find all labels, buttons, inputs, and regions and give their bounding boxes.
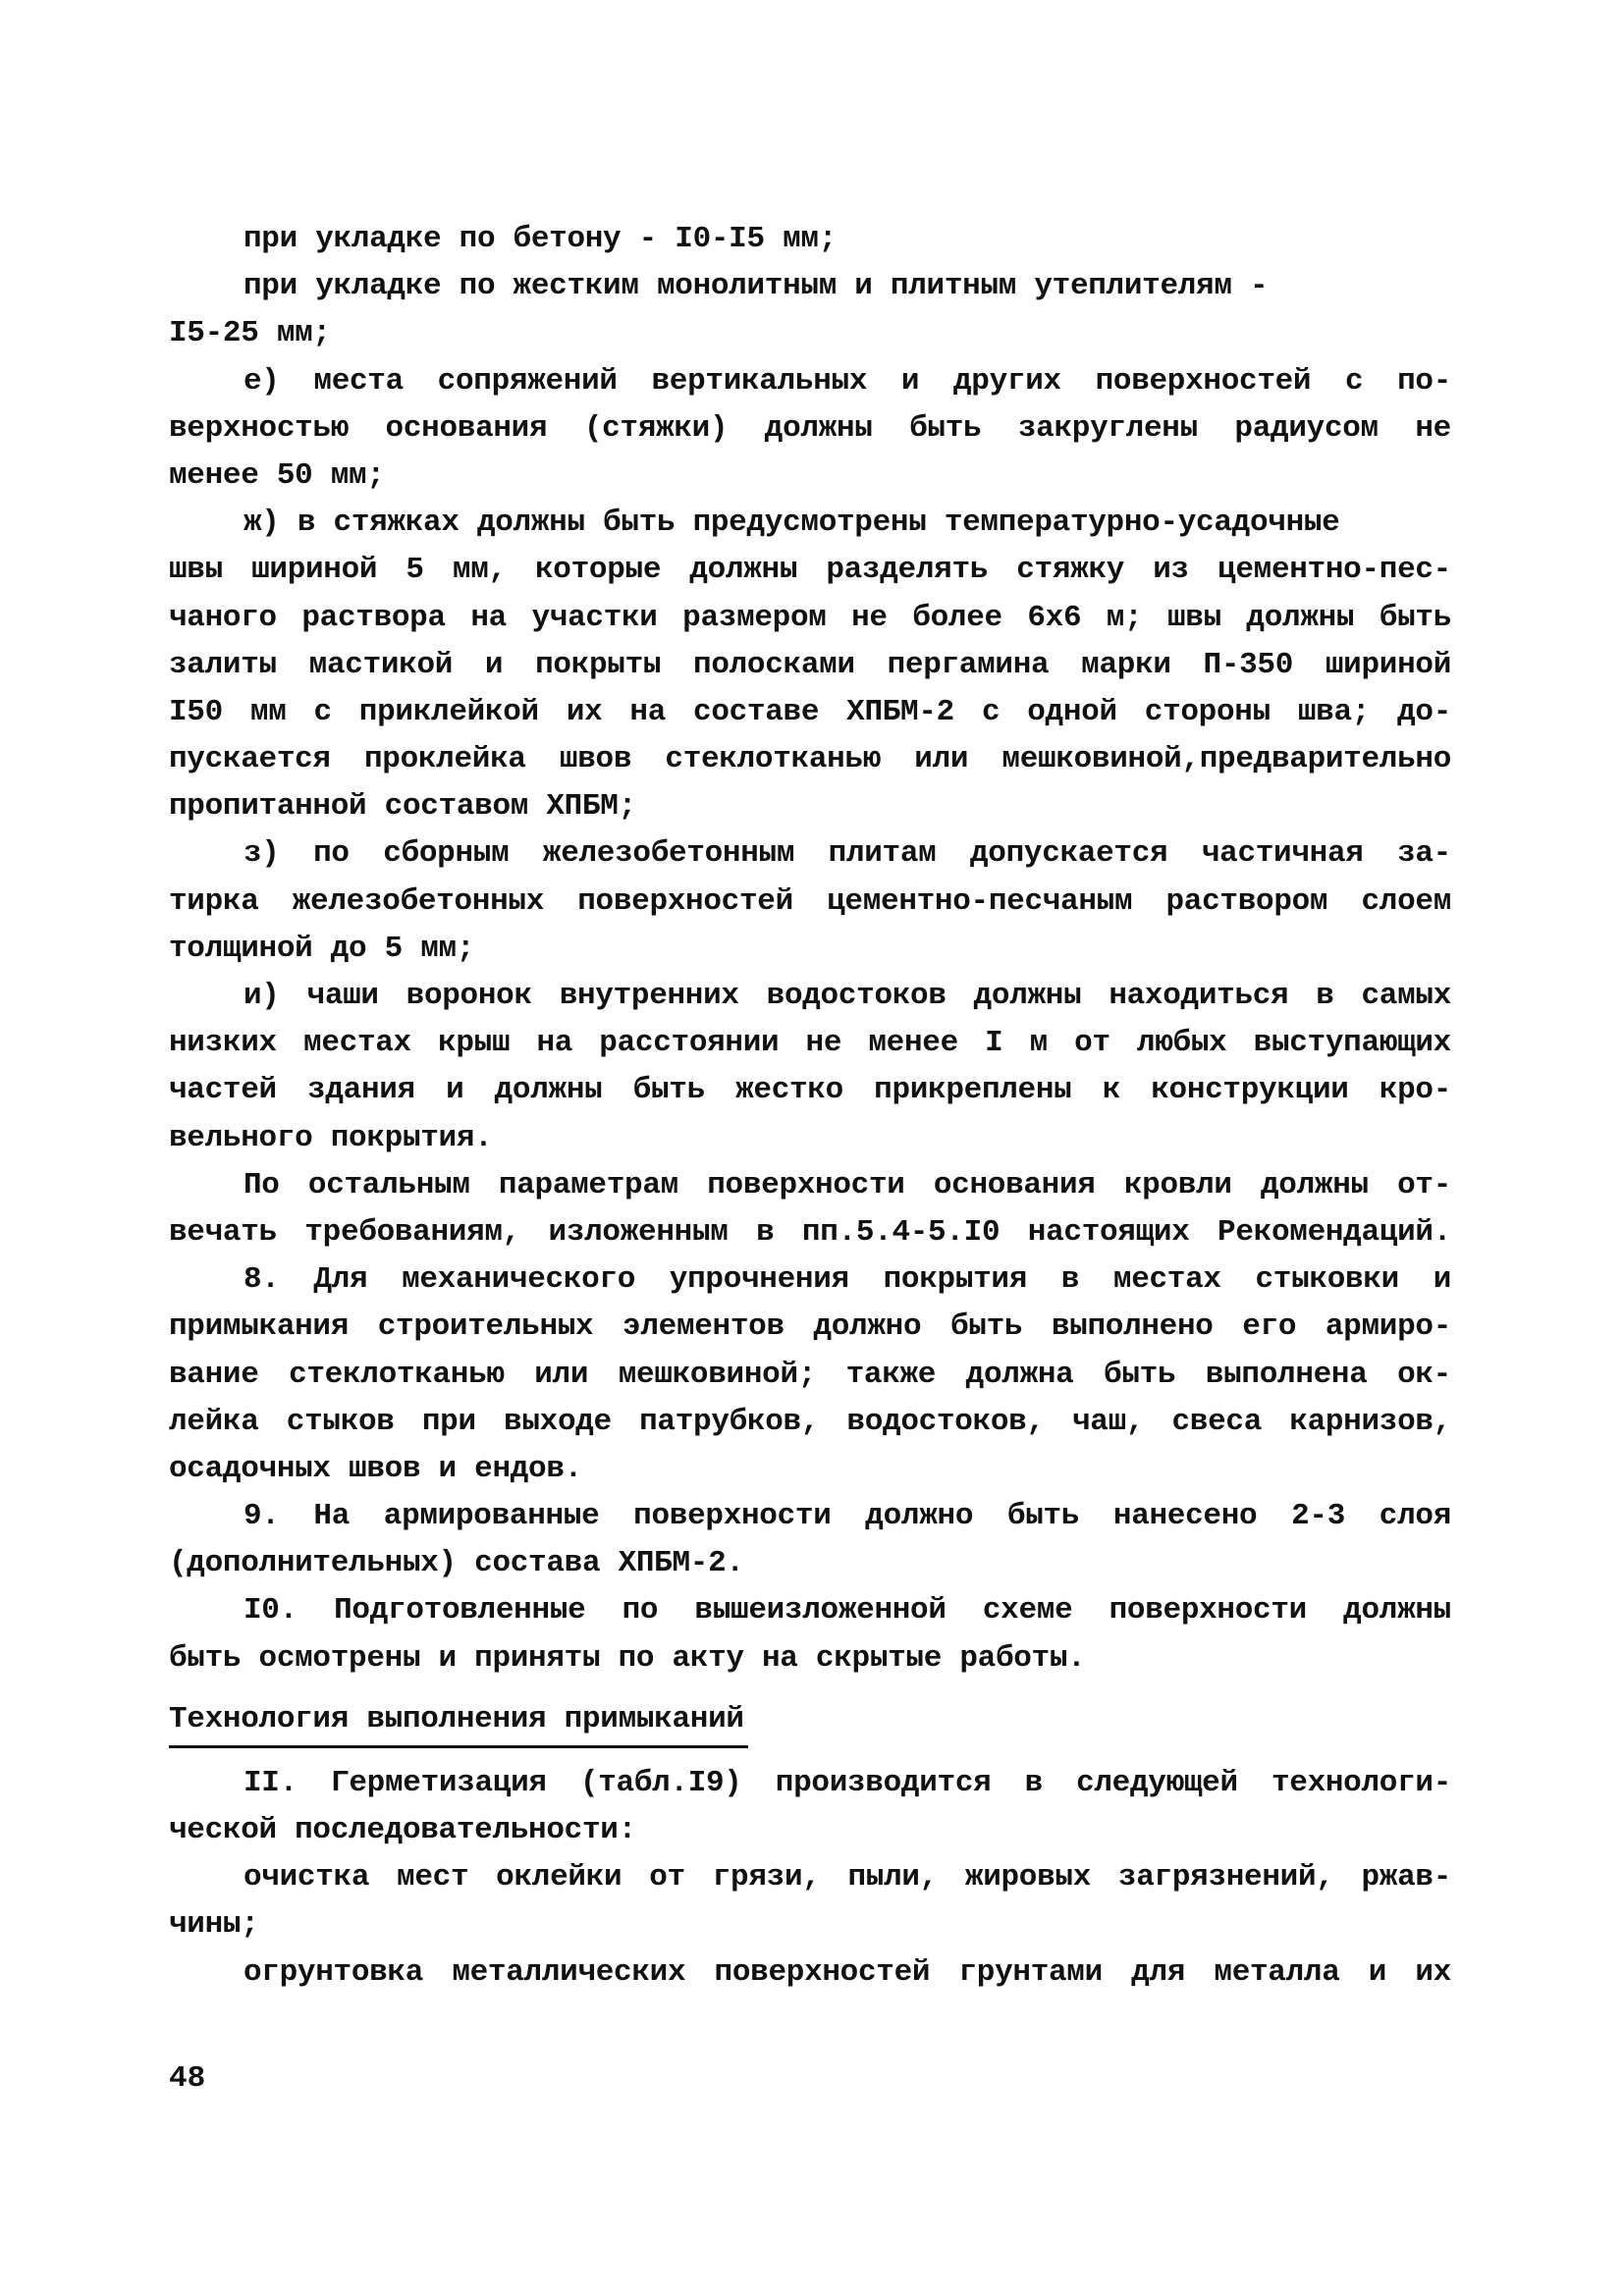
text-line: огрунтовка металлических поверхностей грунтами для металла и их xyxy=(243,1954,1451,1990)
text-line: при укладке по бетону - I0-I5 мм; xyxy=(243,222,838,256)
section-heading-wrapper xyxy=(169,1682,1451,1748)
text-line: быть осмотрены и приняты по акту на скрытые работы. xyxy=(169,1640,1086,1676)
text-line: тирка железобетонных поверхностей цементно-песчаным раствором слоем xyxy=(169,883,1451,919)
text-line: низких местах крыш на расстоянии не менее I м от любых выступающих xyxy=(169,1026,1451,1061)
text-line: II. Герметизация (табл.I9) производится в следующей технологи- xyxy=(243,1765,1451,1800)
text-line: чины; xyxy=(169,1907,259,1943)
text-line: менее 50 мм; xyxy=(169,457,385,493)
text-line: залиты мастикой и покрыты полосками пергамина марки П-350 шириной xyxy=(169,647,1451,682)
body-text xyxy=(169,216,1451,1997)
text-line: I50 мм с приклейкой их на составе ХПБМ-2 с одной стороны шва; до- xyxy=(169,694,1451,729)
text-line: з) по сборным железобетонным плитам допускается частичная за- xyxy=(243,836,1451,872)
text-line: ж) в стяжках должны быть предусмотрены температурно-усадочные xyxy=(243,506,1340,541)
text-line: I0. Подготовленные по вышеизложенной схеме поверхности должны xyxy=(243,1593,1451,1629)
text-line: 9. На армированные поверхности должно быть нанесено 2-3 слоя xyxy=(243,1499,1451,1534)
text-line: осадочных швов и ендов. xyxy=(169,1451,582,1486)
text-line: толщиной до 5 мм; xyxy=(169,931,475,966)
text-line: при укладке по жестким монолитным и плитным утеплителям - xyxy=(243,269,1269,304)
text-line: чаного раствора на участки размером не более 6х6 м; швы должны быть xyxy=(169,600,1451,635)
text-line: ческой последовательности: xyxy=(169,1813,636,1847)
text-line: вельного покрытия. xyxy=(169,1120,493,1155)
text-line: и) чаши воронок внутренних водостоков должны находиться в самых xyxy=(243,979,1451,1013)
text-line: частей здания и должны быть жестко прикреплены к конструкции кро- xyxy=(169,1073,1451,1108)
text-line: I5-25 мм; xyxy=(169,316,331,351)
text-line: верхностью основания (стяжки) должны быть закруглены радиусом не xyxy=(169,410,1451,446)
text-line: швы шириной 5 мм, которые должны разделять стяжку из цементно-пес- xyxy=(169,553,1451,588)
text-line: е) места сопряжений вертикальных и других поверхностей с по- xyxy=(243,363,1451,399)
page-number: 48 xyxy=(169,2061,206,2096)
text-line: вечать требованиям, изложенным в пп.5.4-5.I0 настоящих Рекомендаций. xyxy=(169,1214,1451,1250)
text-line: очистка мест оклейки от грязи, пыли, жировых загрязнений, ржав- xyxy=(243,1860,1451,1896)
text-line: вание стеклотканью или мешковиной; также должна быть выполнена ок- xyxy=(169,1357,1451,1392)
text-line: пропитанной составом ХПБМ; xyxy=(169,789,636,825)
text-line: 8. Для механического упрочнения покрытия в местах стыковки и xyxy=(243,1262,1451,1298)
text-line: пускается проклейка швов стеклотканью или мешковиной,предварительно xyxy=(169,742,1451,777)
text-line: примыкания строительных элементов должно быть выполнено его армиро- xyxy=(169,1309,1451,1345)
text-line: лейка стыков при выходе патрубков, водостоков, чаш, свеса карнизов, xyxy=(169,1404,1451,1439)
text-line: (дополнительных) состава ХПБМ-2. xyxy=(169,1546,744,1581)
text-line: По остальным параметрам поверхности основания кровли должны от- xyxy=(243,1167,1451,1202)
section-heading: Технология выполнения примыканий xyxy=(169,1696,748,1748)
